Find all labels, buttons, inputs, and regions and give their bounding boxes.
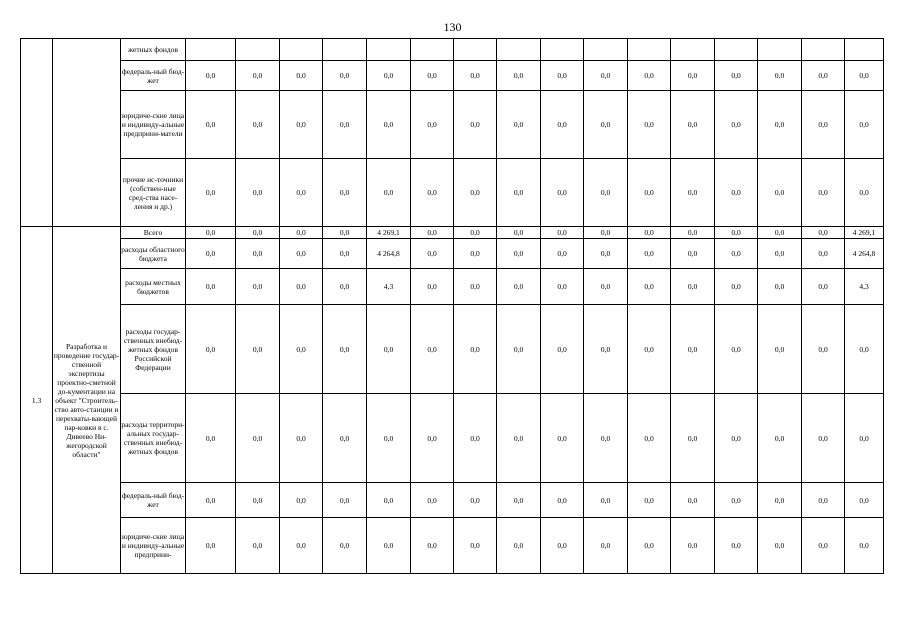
- value-cell: 0,0: [411, 91, 454, 159]
- value-cell: 0,0: [497, 91, 541, 159]
- value-cell: 0,0: [236, 239, 280, 269]
- value-cell: 0,0: [628, 227, 671, 239]
- value-cell: 0,0: [541, 518, 584, 574]
- value-cell: 0,0: [628, 91, 671, 159]
- table-row: [21, 518, 884, 574]
- value-cell: 0,0: [715, 269, 758, 305]
- table-row: [21, 61, 884, 91]
- value-cell: 0,0: [454, 61, 497, 91]
- value-cell: 0,0: [541, 394, 584, 483]
- table-row: [21, 305, 884, 394]
- value-cell: 0,0: [280, 227, 323, 239]
- value-cell: 0,0: [323, 61, 367, 91]
- value-cell: 0,0: [584, 61, 628, 91]
- value-cell: 0,0: [584, 227, 628, 239]
- value-cell: 0,0: [671, 305, 715, 394]
- value-cell: 0,0: [411, 227, 454, 239]
- value-cell: 0,0: [758, 239, 802, 269]
- table-row: [21, 394, 884, 483]
- item-description-cell: [53, 39, 121, 227]
- value-cell: 0,0: [671, 239, 715, 269]
- table-row: [21, 483, 884, 518]
- funding-source-cell: федераль-ный бюд-жет: [121, 483, 186, 518]
- value-cell: 0,0: [628, 159, 671, 227]
- value-cell: 0,0: [584, 159, 628, 227]
- value-cell: 0,0: [236, 91, 280, 159]
- value-cell: 0,0: [541, 305, 584, 394]
- value-cell: 0,0: [497, 159, 541, 227]
- value-cell: 0,0: [802, 305, 845, 394]
- value-cell: 0,0: [802, 61, 845, 91]
- value-cell: 0,0: [628, 61, 671, 91]
- value-cell: 0,0: [715, 518, 758, 574]
- value-cell: 0,0: [584, 483, 628, 518]
- value-cell: 0,0: [280, 269, 323, 305]
- value-cell: 0,0: [628, 483, 671, 518]
- value-cell: 0,0: [236, 518, 280, 574]
- value-cell: 0,0: [497, 239, 541, 269]
- value-cell: 0,0: [758, 227, 802, 239]
- value-cell: 0,0: [584, 269, 628, 305]
- value-cell: 0,0: [758, 91, 802, 159]
- table-body: [21, 39, 884, 574]
- item-number-cell: 1.3: [21, 227, 53, 574]
- value-cell: 0,0: [628, 269, 671, 305]
- value-cell: 0,0: [497, 269, 541, 305]
- value-cell: 0,0: [280, 483, 323, 518]
- value-cell: 0,0: [584, 91, 628, 159]
- value-cell: 0,0: [802, 91, 845, 159]
- value-cell: [323, 39, 367, 61]
- value-cell: 0,0: [367, 305, 411, 394]
- value-cell: 0,0: [454, 159, 497, 227]
- value-cell: 0,0: [758, 61, 802, 91]
- value-cell: 0,0: [280, 518, 323, 574]
- value-cell: 0,0: [236, 394, 280, 483]
- value-cell: 0,0: [367, 159, 411, 227]
- value-cell: 4 264,8: [845, 239, 884, 269]
- value-cell: [367, 39, 411, 61]
- value-cell: 0,0: [280, 61, 323, 91]
- value-cell: 0,0: [280, 159, 323, 227]
- value-cell: 0,0: [802, 483, 845, 518]
- value-cell: 4,3: [845, 269, 884, 305]
- value-cell: 0,0: [186, 239, 236, 269]
- value-cell: 0,0: [454, 394, 497, 483]
- value-cell: 0,0: [541, 91, 584, 159]
- value-cell: 0,0: [497, 227, 541, 239]
- value-cell: 0,0: [186, 61, 236, 91]
- funding-source-cell: жетных фондов: [121, 39, 186, 61]
- value-cell: 0,0: [758, 269, 802, 305]
- table-row: [21, 269, 884, 305]
- funding-source-cell: федераль-ный бюд-жет: [121, 61, 186, 91]
- value-cell: 0,0: [802, 159, 845, 227]
- value-cell: 0,0: [715, 227, 758, 239]
- value-cell: 0,0: [454, 269, 497, 305]
- value-cell: [715, 39, 758, 61]
- value-cell: 0,0: [758, 518, 802, 574]
- value-cell: 0,0: [845, 394, 884, 483]
- value-cell: 0,0: [802, 518, 845, 574]
- funding-source-cell: Всего: [121, 227, 186, 239]
- value-cell: 0,0: [411, 305, 454, 394]
- value-cell: 0,0: [541, 269, 584, 305]
- value-cell: 0,0: [715, 61, 758, 91]
- item-number-cell: [21, 39, 53, 227]
- value-cell: [628, 39, 671, 61]
- value-cell: 0,0: [323, 239, 367, 269]
- value-cell: 4 264,8: [367, 239, 411, 269]
- value-cell: 4 269,1: [845, 227, 884, 239]
- value-cell: [758, 39, 802, 61]
- value-cell: [280, 39, 323, 61]
- value-cell: 0,0: [845, 61, 884, 91]
- value-cell: 0,0: [671, 518, 715, 574]
- value-cell: 0,0: [715, 305, 758, 394]
- value-cell: [802, 39, 845, 61]
- funding-source-cell: расходы областного бюджета: [121, 239, 186, 269]
- value-cell: 0,0: [323, 91, 367, 159]
- value-cell: 0,0: [845, 159, 884, 227]
- value-cell: 0,0: [541, 61, 584, 91]
- value-cell: 0,0: [628, 239, 671, 269]
- value-cell: 0,0: [497, 61, 541, 91]
- value-cell: 0,0: [323, 518, 367, 574]
- value-cell: 0,0: [323, 269, 367, 305]
- value-cell: 0,0: [411, 269, 454, 305]
- table-row: [21, 91, 884, 159]
- value-cell: 0,0: [323, 227, 367, 239]
- value-cell: 0,0: [845, 305, 884, 394]
- value-cell: 0,0: [584, 394, 628, 483]
- value-cell: 0,0: [715, 394, 758, 483]
- table-row: [21, 39, 884, 61]
- value-cell: [186, 39, 236, 61]
- table-row: [21, 239, 884, 269]
- value-cell: 0,0: [845, 91, 884, 159]
- table-row: [21, 227, 884, 239]
- value-cell: 0,0: [186, 394, 236, 483]
- funding-source-cell: прочие ис-точники (собствен-ные сред-ства насе-ления и др.): [121, 159, 186, 227]
- value-cell: 0,0: [758, 305, 802, 394]
- value-cell: 0,0: [671, 394, 715, 483]
- value-cell: 0,0: [758, 483, 802, 518]
- value-cell: 0,0: [497, 394, 541, 483]
- value-cell: 0,0: [715, 239, 758, 269]
- value-cell: 0,0: [236, 483, 280, 518]
- value-cell: 0,0: [497, 305, 541, 394]
- value-cell: 0,0: [186, 305, 236, 394]
- value-cell: 0,0: [323, 483, 367, 518]
- value-cell: 0,0: [367, 61, 411, 91]
- value-cell: 0,0: [186, 483, 236, 518]
- value-cell: 4,3: [367, 269, 411, 305]
- value-cell: 0,0: [186, 227, 236, 239]
- value-cell: 0,0: [236, 61, 280, 91]
- value-cell: 0,0: [411, 394, 454, 483]
- value-cell: [454, 39, 497, 61]
- value-cell: 0,0: [236, 305, 280, 394]
- value-cell: 0,0: [541, 159, 584, 227]
- value-cell: 0,0: [541, 239, 584, 269]
- value-cell: 0,0: [584, 239, 628, 269]
- value-cell: 0,0: [802, 394, 845, 483]
- value-cell: 0,0: [367, 91, 411, 159]
- value-cell: 0,0: [845, 518, 884, 574]
- value-cell: 0,0: [280, 394, 323, 483]
- value-cell: 0,0: [715, 91, 758, 159]
- budget-table: [20, 38, 884, 574]
- value-cell: 0,0: [541, 483, 584, 518]
- value-cell: 0,0: [454, 91, 497, 159]
- value-cell: 0,0: [802, 227, 845, 239]
- value-cell: 0,0: [497, 518, 541, 574]
- value-cell: 0,0: [671, 483, 715, 518]
- value-cell: 0,0: [628, 305, 671, 394]
- value-cell: 0,0: [411, 61, 454, 91]
- value-cell: [497, 39, 541, 61]
- value-cell: 0,0: [323, 305, 367, 394]
- value-cell: [584, 39, 628, 61]
- item-description-cell: Разработка и проведение государ-ственной экспертизы проектно-сметной до-кументации на объект "Строитель-ство авто-станции и перехваты-вающей пар-ковки в с. Дивеево Ни-жегородской области": [53, 227, 121, 574]
- value-cell: 0,0: [715, 159, 758, 227]
- table-row: [21, 159, 884, 227]
- value-cell: 0,0: [454, 227, 497, 239]
- value-cell: 0,0: [367, 483, 411, 518]
- value-cell: [236, 39, 280, 61]
- value-cell: 0,0: [411, 518, 454, 574]
- value-cell: 0,0: [497, 483, 541, 518]
- value-cell: [541, 39, 584, 61]
- value-cell: 4 269,1: [367, 227, 411, 239]
- value-cell: 0,0: [236, 159, 280, 227]
- value-cell: 0,0: [845, 483, 884, 518]
- value-cell: 0,0: [628, 518, 671, 574]
- value-cell: 0,0: [236, 227, 280, 239]
- value-cell: 0,0: [584, 518, 628, 574]
- value-cell: 0,0: [671, 159, 715, 227]
- value-cell: 0,0: [454, 305, 497, 394]
- value-cell: 0,0: [186, 518, 236, 574]
- value-cell: 0,0: [280, 305, 323, 394]
- value-cell: 0,0: [411, 159, 454, 227]
- funding-source-cell: юридиче-ские лица и индивиду-альные предприни-: [121, 518, 186, 574]
- value-cell: 0,0: [454, 483, 497, 518]
- funding-source-cell: расходы территори-альных государ-ственных внебюд-жетных фондов: [121, 394, 186, 483]
- value-cell: 0,0: [758, 159, 802, 227]
- value-cell: 0,0: [186, 159, 236, 227]
- value-cell: 0,0: [758, 394, 802, 483]
- value-cell: 0,0: [802, 269, 845, 305]
- value-cell: 0,0: [671, 269, 715, 305]
- funding-source-cell: юридиче-ские лица и индивиду-альные предприни-матели: [121, 91, 186, 159]
- value-cell: 0,0: [323, 394, 367, 483]
- value-cell: 0,0: [454, 518, 497, 574]
- value-cell: 0,0: [367, 518, 411, 574]
- value-cell: 0,0: [186, 91, 236, 159]
- funding-source-cell: расходы местных бюджетов: [121, 269, 186, 305]
- value-cell: 0,0: [323, 159, 367, 227]
- value-cell: 0,0: [186, 269, 236, 305]
- value-cell: 0,0: [411, 483, 454, 518]
- value-cell: [671, 39, 715, 61]
- value-cell: 0,0: [671, 61, 715, 91]
- value-cell: 0,0: [411, 239, 454, 269]
- value-cell: 0,0: [802, 239, 845, 269]
- page-number: 130: [443, 20, 462, 34]
- value-cell: 0,0: [236, 269, 280, 305]
- value-cell: 0,0: [584, 305, 628, 394]
- value-cell: 0,0: [715, 483, 758, 518]
- value-cell: 0,0: [454, 239, 497, 269]
- value-cell: [845, 39, 884, 61]
- value-cell: 0,0: [671, 91, 715, 159]
- value-cell: 0,0: [628, 394, 671, 483]
- value-cell: [411, 39, 454, 61]
- value-cell: 0,0: [671, 227, 715, 239]
- value-cell: 0,0: [280, 239, 323, 269]
- funding-source-cell: расходы государ-ственных внебюд-жетных фондов Российской Федерации: [121, 305, 186, 394]
- value-cell: 0,0: [541, 227, 584, 239]
- value-cell: 0,0: [367, 394, 411, 483]
- value-cell: 0,0: [280, 91, 323, 159]
